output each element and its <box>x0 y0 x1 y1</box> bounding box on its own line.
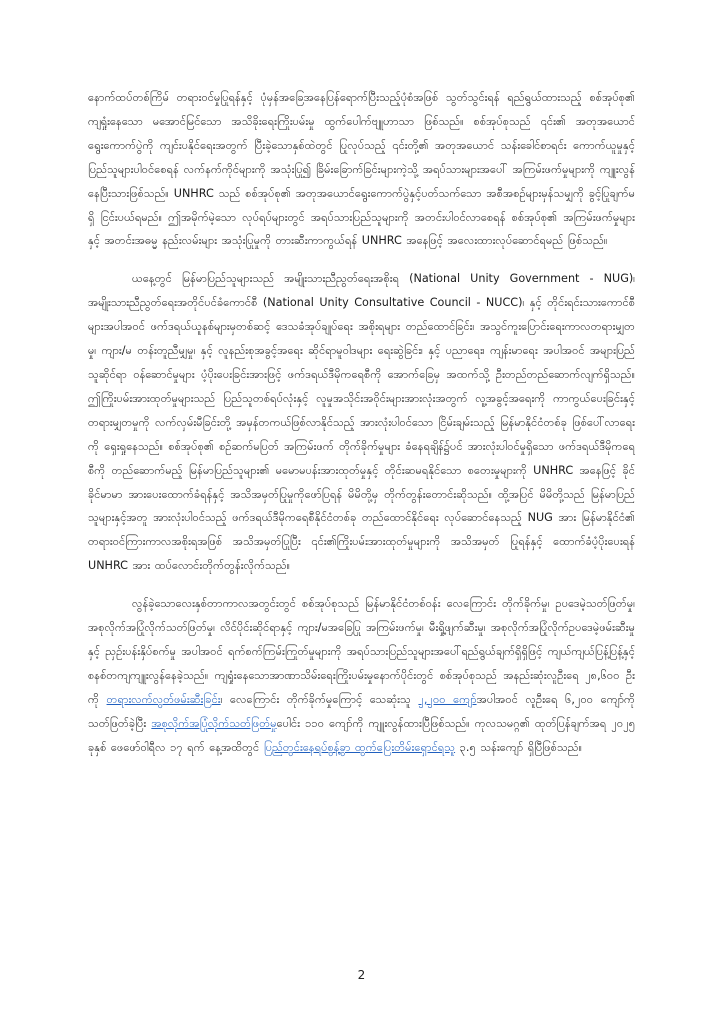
paragraph-3 <box>88 592 635 759</box>
link-internally-displaced[interactable]: ပြည်တွင်းနေရပ်စွန့်ခွာ ထွက်ပြေးတိမ်းရှောင်ရသူ <box>263 740 456 754</box>
page-number: 2 <box>357 968 366 982</box>
paragraph-1-text: နောက်ထပ်တစ်ကြိမ် တရားဝင်မှုပြုရန်နှင့် ပုံမှန်အခြေအနေပြန်ရောက်ပြီးသည့်ပုံစံအဖြစ် သွတ်သွင်းရန် ရည်ရွယ်ထားသည့် စစ်အုပ်စု၏ ကျရှုံးနေသော မအောင်မြင်သော အသိခိုးရေးကြိုးပမ်းမှု ထွက်ပေါက်ဗျူဟာသာ ဖြစ်သည်။ စစ်အုပ်စုသည် ၎င်း၏ အတုအယောင် ရွေးကောက်ပွဲကို ကျင်းပနိုင်ရေးအတွက် ပြီးခဲ့သောနှစ်ထဲတွင် ပြုလုပ်သည့် ၎င်းတို့၏ အတုအယောင် သန်းခေါင်စာရင်း ကောက်ယူမှုနှင့် ပြည်သူများပါဝင်စေရန် လက်နက်ကိုင်များကို အသုံးပြု၍ ခြိမ်းခြောက်ခြင်းများကဲ့သို့ အရပ်သားများအပေါ် အကြမ်းဖက်မှုများကို ကျူးလွန်နေပြီးသားဖြစ်သည်။ UNHRC သည် စစ်အုပ်စု၏ အတုအယောင်ရွေးကောက်ပွဲနှင့်ပတ်သက်သော အစီအစဉ်များမှန်သမျှကို ခွင့်ပြုချက်မရှိ ငြင်းပယ်ရမည်။ ဤအမိုက်မဲ့သော လုပ်ရပ်များတွင် အရပ်သားပြည်သူများကို အတင်းပါဝင်လာစေရန် စစ်အုပ်စု၏ အကြမ်းဖက်မှုများနှင့် အတင်းအဓမ္မ နည်းလမ်းများ အသုံးပြုမှုကို တားဆီးကာကွယ်ရန် UNHRC အနေဖြင့် အလေးထားလုပ်ဆောင်ရမည် ဖြစ်သည်။ <box>88 91 635 248</box>
paragraph-3-text-e: ၃.၅ သန်းကျော် ရှိပြီဖြစ်သည်။ <box>455 740 582 754</box>
paragraph-2 <box>88 267 635 578</box>
paragraph-3-text-c: အပါအဝင် လူဦးရေ ၆,၂၀၀ ကျော်ကို သတ်ဖြတ်ခဲ့ပြီး <box>88 692 635 730</box>
paragraph-3-text-d: ပေါင်း ၁၁၀ ကျော်ကို ကျူးလွန်ထားပြီဖြစ်သည်။ ကုလသမဂ္ဂ၏ ထုတ်ပြန်ချက်အရ ၂၀၂၅ ခုနှစ် ဖေဖော်ဝါရီလ ၁၇ ရက် နေ့အထိတွင် <box>88 716 635 754</box>
link-airstrike-deaths[interactable]: ၂,၂၀၀ ကျော် <box>418 692 477 706</box>
paragraph-1 <box>88 86 635 253</box>
paragraph-2-text: ယနေ့တွင် မြန်မာပြည်သူများသည် အမျိုးသားညီညွတ်ရေးအစိုးရ (National Unity Government - NUG)၊ အမျိုးသားညီညွတ်ရေးအတိုင်ပင်ခံကောင်စီ (National Unity Consultative Council - NUCC)၊ နှင့် တိုင်းရင်းသားကောင်စီများအပါအဝင် ဖက်ဒရယ်ယူနစ်များမှတစ်ဆင့် ဒေသခံအုပ်ချုပ်ရေး အစိုးရများ တည်ထောင်ခြင်း၊ အသွင်ကူးပြောင်းရေးကာလတရားမျှတမှု၊ ကျား/မ တန်းတူညီမျှမှု၊ နှင့် လူနည်းစုအခွင့်အရေး ဆိုင်ရာမူဝါဒများ ရေးဆွဲခြင်း၊ နှင့် ပညာရေး၊ ကျန်းမာရေး အပါအဝင် အများပြည်သူဆိုင်ရာ ဝန်ဆောင်မှုများ ပံ့ပိုးပေးခြင်းအားဖြင့် ဖက်ဒရယ်ဒီမိုကရေစီကို အောက်ခြေမှ အထက်သို့ ဦးတည်တည်ဆောက်လျက်ရှိသည်။ ဤကြိုးပမ်းအားထုတ်မှုများသည် ပြည်သူတစ်ရပ်လုံးနှင့် လူမှုအသိုင်းအဝိုင်းများအားလုံးအတွက် လူ့အခွင့်အရေးကို ကာကွယ်ပေးခြင်းနှင့် တရားမျှတမှုကို လက်လှမ်းမီခြင်းတို့ အမှန်တကယ်ဖြစ်လာနိုင်သည့် အားလုံးပါဝင်သော ငြိမ်းချမ်းသည့် မြန်မာနိုင်ငံတစ်ခု ဖြစ်ပေါ်လာရေးကို ရှေးရှုနေသည်။ စစ်အုပ်စု၏ စဉ်ဆက်မပြတ် အကြမ်းဖက် တိုက်ခိုက်မှုများ ခံနေရချိန်၌ပင် အားလုံးပါဝင်မှုရှိသော ဖက်ဒရယ်ဒီမိုကရေစီကို တည်ဆောက်မည့် မြန်မာပြည်သူများ၏ မမောမပန်းအားထုတ်မှုနှင့် တိုင်းဆမရနိုင်သော စတေးမှုများကို UNHRC အနေဖြင့် ခိုင်ခိုင်မာမာ အားပေးထောက်ခံရန်နှင့် အသိအမှတ်ပြုမှုကိုဖော်ပြရန် မိမိတို့မှ တိုက်တွန်းတောင်းဆိုသည်။ ထို့အပြင် မိမိတို့သည် မြန်မာပြည်သူများနှင့်အတူ အားလုံးပါဝင်သည့် ဖက်ဒရယ်ဒီမိုကရေစီနိုင်ငံတစ်ခု တည်ထောင်နိုင်ရေး လုပ်ဆောင်နေသည့် NUG အား မြန်မာနိုင်ငံ၏ တရားဝင်ကြားကာလအစိုးရအဖြစ် အသိအမှတ်ပြုပြီး ၎င်း၏ကြိုးပမ်းအားထုတ်မှုများကို အသိအမှတ် ပြုရန်နှင့် ထောက်ခံပံ့ပိုးပေးရန် UNHRC အား ထပ်လောင်းတိုက်တွန်းလိုက်သည်။ <box>88 272 635 573</box>
link-arbitrary-arrests[interactable]: တရားလက်လွတ်ဖမ်းဆီးခြင်း <box>106 692 221 706</box>
paragraph-3-text-a: လွန်ခဲ့သောလေးနှစ်တာကာလအတွင်းတွင် စစ်အုပ်စုသည် မြန်မာနိုင်ငံတစ်ဝန်း လေကြောင်း တိုက်ခိုက်မှု၊ ဥပဒေမဲ့သတ်ဖြတ်မှု၊ အစုလိုက်အပြုံလိုက်သတ်ဖြတ်မှု၊ လိင်ပိုင်းဆိုင်ရာနှင့် ကျား/မအခြေပြု အကြမ်းဖက်မှု၊ မီးရှို့ဖျက်ဆီးမှု၊ အစုလိုက်အပြုံလိုက်ဥပဒေမဲ့ဖမ်းဆီးမှုနှင့် ညှဉ်းပန်းနှိပ်စက်မှု အပါအဝင် ရက်စက်ကြမ်းကြုတ်မှုများကို အရပ်သားပြည်သူများအပေါ်ရည်ရွယ်ချက်ရှိရှိဖြင့် ကျယ်ကျယ်ပြန့်ပြန့်နှင့် စနစ်တကျကျူးလွန်နေခဲ့သည်။ ကျရှုံးနေသောအာဏာသိမ်းရေးကြိုးပမ်းမှုနောက်ပိုင်းတွင် စစ်အုပ်စုသည် အနည်းဆုံးလူဦးရေ ၂၈,၆၀၀ ဦးကို <box>88 597 635 706</box>
link-massacres[interactable]: အစုလိုက်အပြုံလိုက်သတ်ဖြတ်မှု <box>151 716 277 730</box>
paragraph-3-text-b: ၊ လေကြောင်း တိုက်ခိုက်မှုကြောင့် သေဆုံးသူ <box>220 692 419 706</box>
